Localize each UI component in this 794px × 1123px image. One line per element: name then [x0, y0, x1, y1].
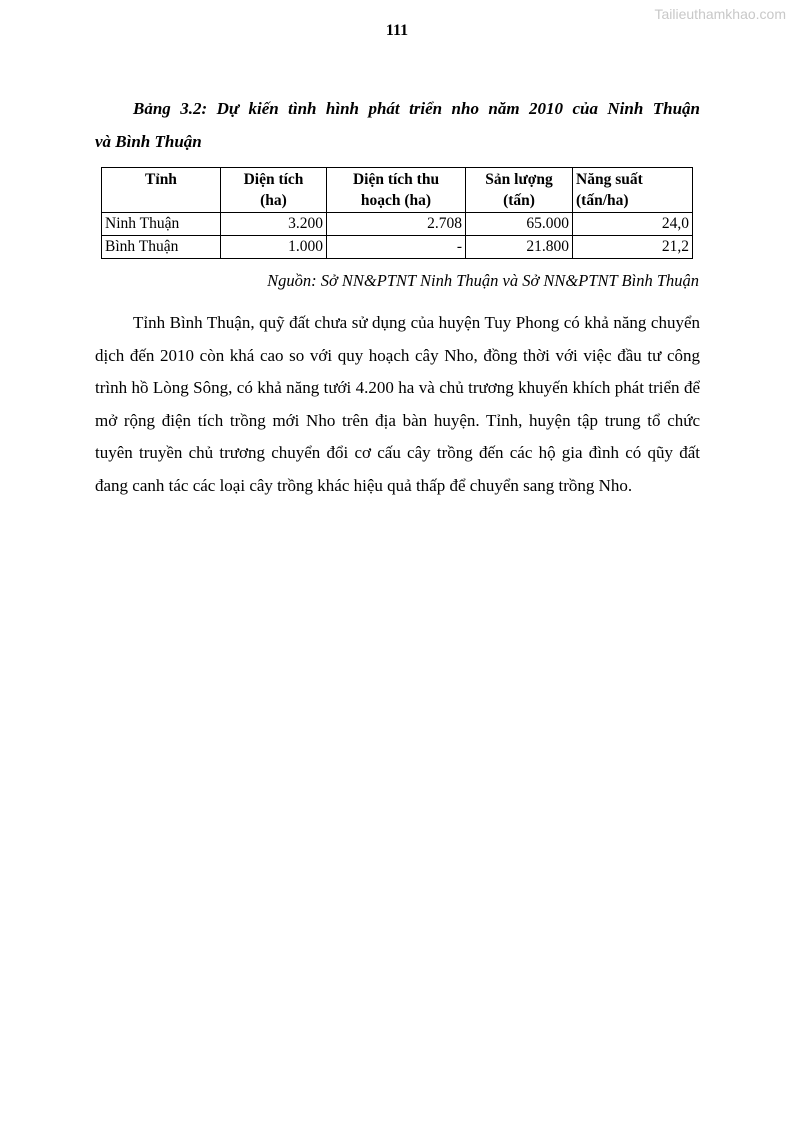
table-row — [102, 213, 693, 236]
table-caption — [95, 92, 700, 158]
watermark: Tailieuthamkhao.com — [654, 6, 786, 22]
production-table — [101, 167, 693, 259]
header-province: Tỉnh — [102, 168, 221, 213]
header-area: Diện tích (ha) — [221, 168, 327, 213]
header-harvest-area: Diện tích thu hoạch (ha) — [327, 168, 466, 213]
cell-yield: 24,0 — [573, 213, 693, 236]
cell-area: 3.200 — [221, 213, 327, 236]
cell-province: Ninh Thuận — [102, 213, 221, 236]
caption-line-1: Bảng 3.2: Dự kiến tình hình phát triển nho năm 2010 của Ninh Thuận — [133, 99, 700, 118]
cell-yield: 21,2 — [573, 236, 693, 259]
caption-line-2: và Bình Thuận — [95, 132, 202, 151]
cell-output: 65.000 — [466, 213, 573, 236]
table-row — [102, 236, 693, 259]
page-number: 111 — [385, 22, 409, 39]
cell-province: Bình Thuận — [102, 236, 221, 259]
table-header-row — [102, 168, 693, 213]
cell-area: 1.000 — [221, 236, 327, 259]
body-paragraph: Tỉnh Bình Thuận, quỹ đất chưa sử dụng của huyện Tuy Phong có khả năng chuyển dịch đến 2010 còn khá cao so với quy hoạch cây Nho, đồng thời với việc đầu tư công trình hồ Lòng Sông, có khả năng tưới 4.200 ha và chủ trương khuyến khích phát triển để mở rộng điện tích trồng mới Nho trên địa bàn huyện. Tỉnh, huyện tập trung tổ chức tuyên truyền chủ trương chuyển đổi cơ cấu cây trồng đến các hộ gia đình có qũy đất đang canh tác các loại cây trồng khác hiệu quả thấp để chuyển sang trồng Nho. — [95, 313, 700, 495]
cell-harvest-area: - — [327, 236, 466, 259]
header-yield: Năng suất (tấn/ha) — [573, 168, 693, 213]
header-output: Sản lượng (tấn) — [466, 168, 573, 213]
cell-harvest-area: 2.708 — [327, 213, 466, 236]
table-source: Nguồn: Sở NN&PTNT Ninh Thuận và Sở NN&PTNT Bình Thuận — [267, 271, 699, 290]
cell-output: 21.800 — [466, 236, 573, 259]
